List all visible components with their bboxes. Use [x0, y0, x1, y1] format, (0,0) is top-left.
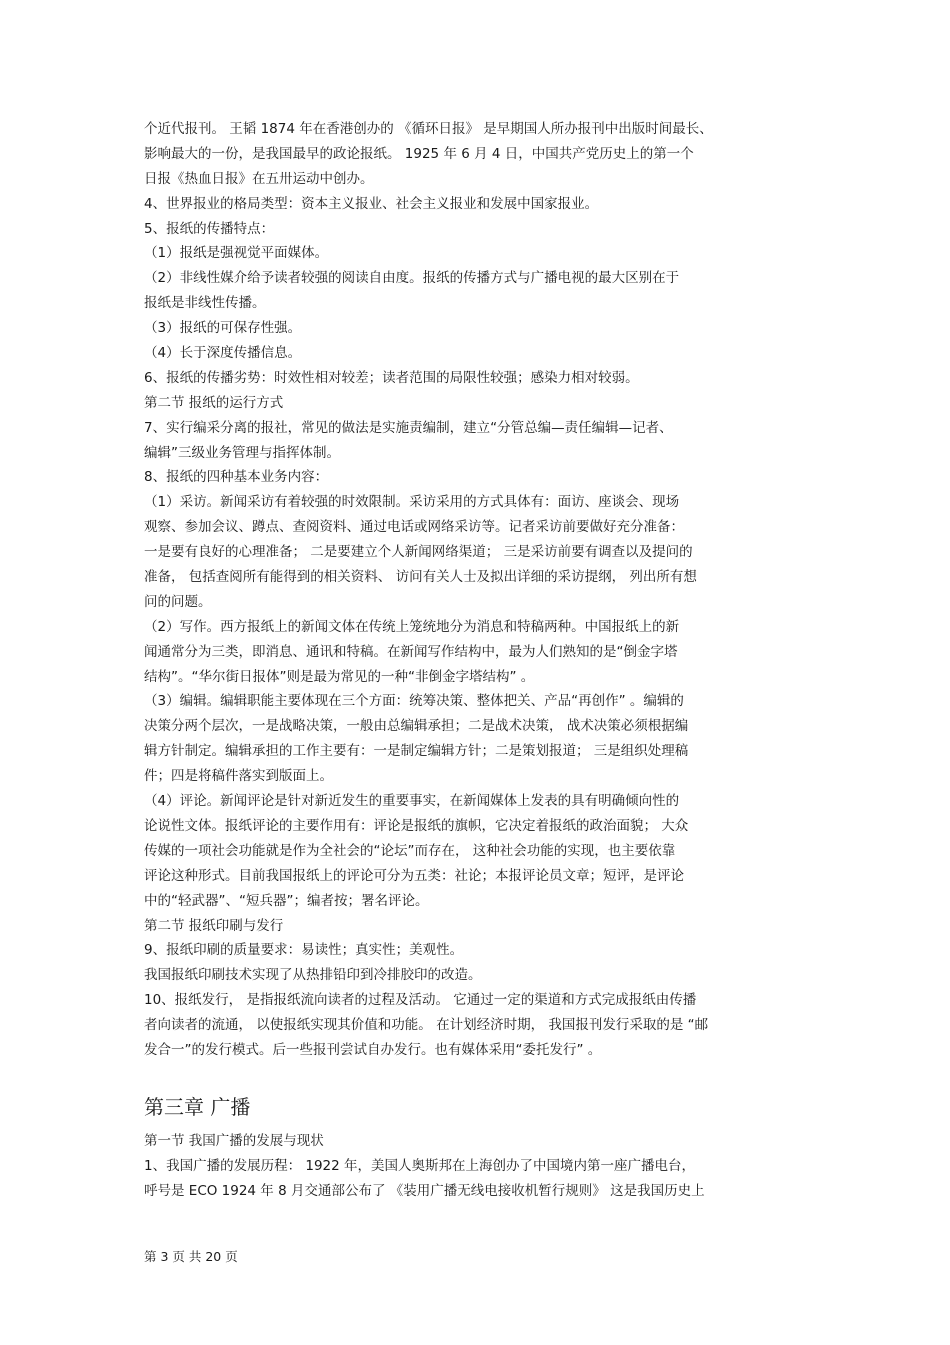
text-line: 传媒的一项社会功能就是作为全社会的“论坛”而存在， 这种社会功能的实现，也主要依靠: [144, 842, 676, 859]
text-line: 1、我国广播的发展历程： 1922 年，美国人奥斯邦在上海创办了中国境内第一座广播电台，: [144, 1157, 696, 1174]
text-line: 日报《热血日报》在五卅运动中创办。: [144, 170, 374, 187]
text-line: 决策分两个层次，一是战略决策，一般由总编辑承担；二是战术决策， 战术决策必须根据编: [144, 718, 689, 735]
text-line: 6、报纸的传播劣势：时效性相对较差；读者范围的局限性较强；感染力相对较弱。: [144, 369, 639, 386]
text-line: 中的“轻武器”、“短兵器”；编者按；署名评论。: [144, 892, 429, 909]
text-line: （2）写作。西方报纸上的新闻文体在传统上笼统地分为消息和特稿两种。中国报纸上的新: [144, 618, 680, 635]
chapter-title: 第三章 广播: [144, 1094, 251, 1119]
text-line: 第二节 报纸的运行方式: [144, 394, 284, 411]
text-line: 个近代报刊。 王韬 1874 年在香港创办的 《循环日报》 是早期国人所办报刊中出版时间最长、: [144, 121, 713, 137]
text-line: 我国报纸印刷技术实现了从热排铅印到冷排胶印的改造。: [144, 967, 482, 984]
text-line: 8、报纸的四种基本业务内容：: [144, 469, 329, 486]
text-line: 论说性文体。报纸评论的主要作用有：评论是报纸的旗帜，它决定着报纸的政治面貌； 大众: [144, 817, 689, 834]
text-line: 准备， 包括查阅所有能得到的相关资料、 访问有关人士及拟出详细的采访提纲， 列出所有想: [144, 569, 697, 586]
text-line: 第一节 我国广播的发展与现状: [144, 1132, 324, 1149]
page-content: [144, 117, 814, 1204]
text-line: 观察、参加会议、蹲点、查阅资料、通过电话或网络采访等。记者采访前要做好充分准备：: [144, 519, 684, 536]
text-line: 7、实行编采分离的报社，常见的做法是实施责编制，建立“分管总编—责任编辑—记者、: [144, 419, 673, 436]
text-line: 问的问题。: [144, 593, 212, 610]
text-line: 呼号是 ECO 1924 年 8 月交通部公布了 《装用广播无线电接收机暂行规则》 这是我国历史上: [144, 1182, 705, 1199]
text-line: （4）长于深度传播信息。: [144, 345, 302, 362]
body-text-after: [144, 1129, 814, 1204]
text-line: 5、报纸的传播特点：: [144, 220, 275, 237]
page-footer: 第 3 页 共 20 页: [144, 1249, 238, 1264]
text-line: （2）非线性媒介给予读者较强的阅读自由度。报纸的传播方式与广播电视的最大区别在于: [144, 270, 680, 287]
text-line: 闻通常分为三类，即消息、通讯和特稿。在新闻写作结构中，最为人们熟知的是“倒金字塔: [144, 643, 678, 660]
text-line: 影响最大的一份，是我国最早的政论报纸。 1925 年 6 月 4 日，中国共产党历史上的第一个: [144, 145, 694, 162]
text-line: 9、报纸印刷的质量要求：易读性；真实性；美观性。: [144, 942, 464, 959]
text-line: 评论这种形式。目前我国报纸上的评论可分为五类：社论；本报评论员文章；短评，是评论: [144, 867, 684, 884]
text-line: 4、世界报业的格局类型：资本主义报业、社会主义报业和发展中国家报业。: [144, 195, 599, 212]
text-line: 10、报纸发行， 是指报纸流向读者的过程及活动。 它通过一定的渠道和方式完成报纸由传播: [144, 992, 697, 1009]
text-line: （1）采访。新闻采访有着较强的时效限制。采访采用的方式具体有：面访、座谈会、现场: [144, 494, 680, 511]
text-line: （3）报纸的可保存性强。: [144, 320, 302, 337]
text-line: 者向读者的流通， 以使报纸实现其价值和功能。 在计划经济时期， 我国报刊发行采取的是 “邮: [144, 1017, 709, 1034]
text-line: （4）评论。新闻评论是针对新近发生的重要事实，在新闻媒体上发表的具有明确倾向性的: [144, 793, 680, 810]
body-text-before: [144, 117, 814, 1063]
text-line: 编辑”三级业务管理与指挥体制。: [144, 444, 340, 461]
text-line: 辑方针制定。编辑承担的工作主要有：一是制定编辑方针；二是策划报道； 三是组织处理稿: [144, 743, 689, 760]
text-line: 发合一”的发行模式。后一些报刊尝试自办发行。也有媒体采用“委托发行” 。: [144, 1041, 602, 1058]
text-line: 件；四是将稿件落实到版面上。: [144, 768, 333, 785]
text-line: 报纸是非线性传播。: [144, 295, 266, 312]
text-line: 一是要有良好的心理准备； 二是要建立个人新闻网络渠道； 三是采访前要有调查以及提问的: [144, 544, 693, 561]
text-line: （3）编辑。编辑职能主要体现在三个方面：统筹决策、整体把关、产品“再创作” 。编辑的: [144, 693, 684, 710]
text-line: （1）报纸是强视觉平面媒体。: [144, 245, 329, 262]
text-line: 第二节 报纸印刷与发行: [144, 917, 284, 934]
text-line: 结构”。“华尔街日报体”则是最为常见的一种“非倒金字塔结构” 。: [144, 668, 535, 685]
